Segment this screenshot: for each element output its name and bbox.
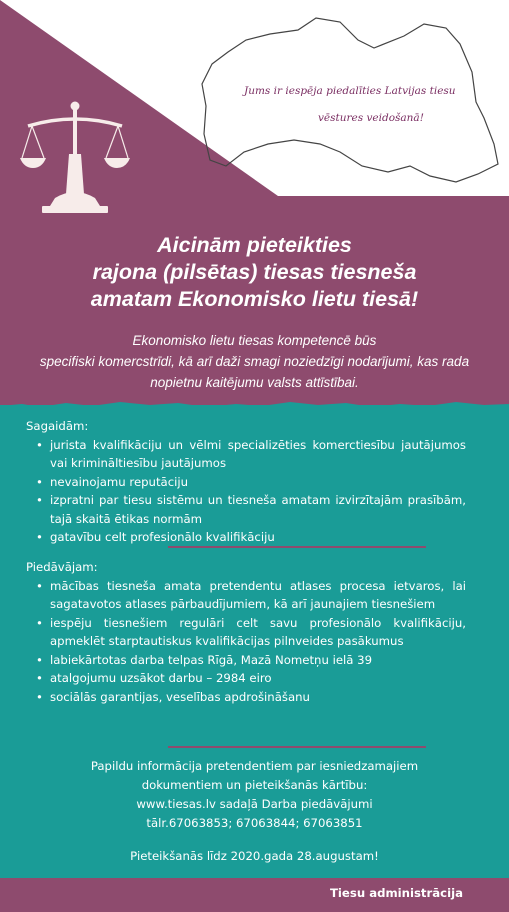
list-item: • izpratni par tiesu sistēmu un tiesneša amatam izvirzītajām prasībām, tajā skaitā ētikas normām — [36, 491, 466, 528]
list-item: • mācības tiesneša amata pretendentu atlases procesa ietvaros, lai sagatavotos atlases pārbaudījumiem, kā arī jaunajiem tiesnešiem — [36, 577, 466, 614]
divider — [168, 746, 426, 748]
list-item: • labiekārtotas darba telpas Rīgā, Mazā Nometņu ielā 39 — [36, 651, 466, 670]
intro-paragraph — [20, 330, 489, 393]
map-caption-line-1: Jums ir iespēja piedalīties Latvijas tiesu — [244, 85, 456, 97]
offer-list — [26, 577, 466, 707]
intro-line-3: nopietnu kaitējumu valsts attīstībai. — [150, 375, 359, 390]
list-item: • sociālās garantijas, veselības apdrošināšanu — [36, 688, 466, 707]
intro-line-1: Ekonomisko lietu tiesas kompetencē būs — [132, 333, 377, 348]
offer-title: Piedāvājam: — [26, 560, 98, 574]
footer-organization: Tiesu administrācija — [329, 886, 463, 900]
headline — [0, 232, 509, 313]
offer-section — [26, 558, 466, 706]
contact-info — [0, 757, 509, 833]
list-item: • iespēju tiesnešiem regulāri celt savu profesionālo kvalifikāciju, apmeklēt starptautiskus kvalifikācijas pilnveides pasākumus — [36, 614, 466, 651]
deadline-text: Pieteikšanās līdz 2020.gada 28.augustam! — [130, 849, 379, 863]
headline-line-1: Aicinām pieteikties — [157, 233, 352, 257]
footer-bar — [0, 878, 509, 912]
expectations-section — [26, 417, 466, 547]
list-item: • gatavību celt profesionālo kvalifikāciju — [36, 528, 466, 547]
scales-of-justice-icon — [20, 98, 130, 218]
list-item: • atalgojumu uzsākot darbu – 2984 eiro — [36, 669, 466, 688]
contact-line-2: dokumentiem un pieteikšanās kārtību: — [141, 778, 368, 792]
headline-line-3: amatam Ekonomisko lietu tiesā! — [90, 287, 419, 311]
headline-line-2: rajona (pilsētas) tiesas tiesneša — [92, 260, 417, 284]
contact-line-1: Papildu informācija pretendentiem par iesniedzamajiem — [90, 759, 419, 773]
torn-paper-edge — [0, 396, 509, 416]
divider — [168, 546, 426, 548]
latvia-map-outline-icon — [198, 14, 504, 184]
map-caption-line-2: vēstures veidošanā! — [318, 112, 424, 124]
expectations-list — [26, 436, 466, 547]
list-item: • nevainojamu reputāciju — [36, 473, 466, 492]
contact-line-3: www.tiesas.lv sadaļā Darba piedāvājumi — [136, 797, 373, 811]
contact-line-4: tālr.67063853; 67063844; 67063851 — [146, 816, 363, 830]
expectations-title: Sagaidām: — [26, 419, 89, 433]
list-item: • jurista kvalifikāciju un vēlmi specializēties komerctiesību jautājumos vai krimināltiesību jautājumos — [36, 436, 466, 473]
intro-line-2: specifiski komercstrīdi, kā arī daži smagi noziedzīgi nodarījumi, kas rada — [39, 354, 470, 369]
